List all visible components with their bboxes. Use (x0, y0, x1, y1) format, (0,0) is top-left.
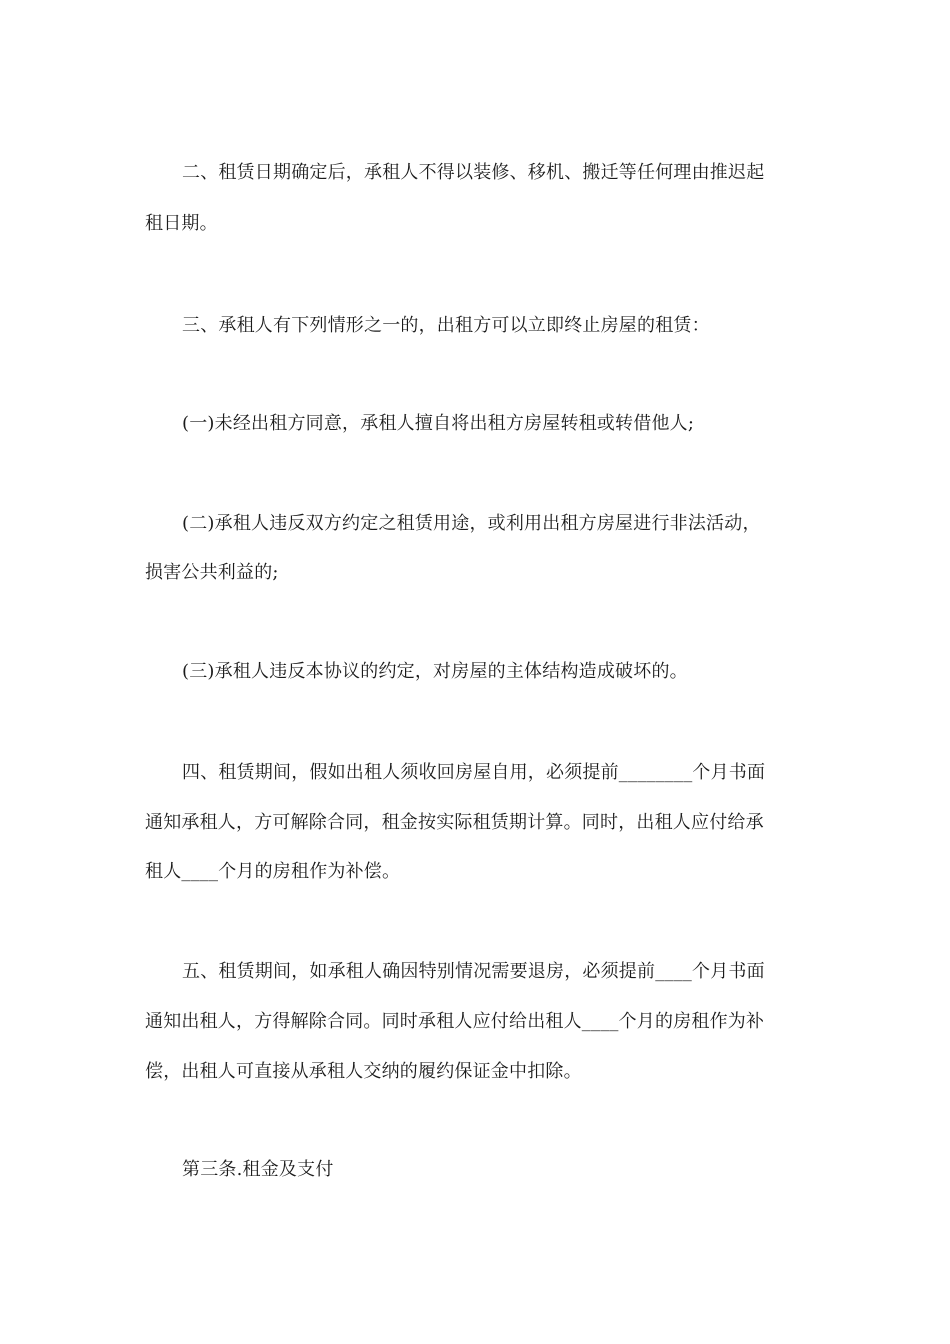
clause-3-2-line-1: (二)承租人违反双方约定之租赁用途，或利用出租方房屋进行非法活动， (182, 513, 761, 534)
paragraph-2-line-1: 二、租赁日期确定后，承租人不得以装修、移机、搬迁等任何理由推迟起 (182, 162, 765, 183)
paragraph-3-line-1: 三、承租人有下列情形之一的，出租方可以立即终止房屋的租赁： (182, 315, 710, 336)
clause-3-3-line-1: (三)承租人违反本协议的约定，对房屋的主体结构造成破坏的。 (182, 661, 688, 682)
paragraph-2-line-2: 租日期。 (145, 213, 218, 234)
paragraph-4-line-3: 租人____个月的房租作为补偿。 (145, 861, 401, 882)
paragraph-4-line-1: 四、租赁期间，假如出租人须收回房屋自用，必须提前________个月书面 (182, 762, 766, 783)
paragraph-5-line-1: 五、租赁期间，如承租人确因特别情况需要退房，必须提前____个月书面 (182, 961, 765, 982)
clause-3-1-line-1: (一)未经出租方同意，承租人擅自将出租方房屋转租或转借他人; (182, 413, 695, 434)
article-3-heading: 第三条.租金及支付 (182, 1159, 334, 1180)
paragraph-5-line-3: 偿，出租人可直接从承租人交纳的履约保证金中扣除。 (145, 1061, 582, 1082)
paragraph-4-line-2: 通知承租人，方可解除合同，租金按实际租赁期计算。同时，出租人应付给承 (145, 812, 764, 833)
clause-3-2-line-2: 损害公共利益的; (145, 562, 279, 583)
paragraph-5-line-2: 通知出租人，方得解除合同。同时承租人应付给出租人____个月的房租作为补 (145, 1011, 765, 1032)
